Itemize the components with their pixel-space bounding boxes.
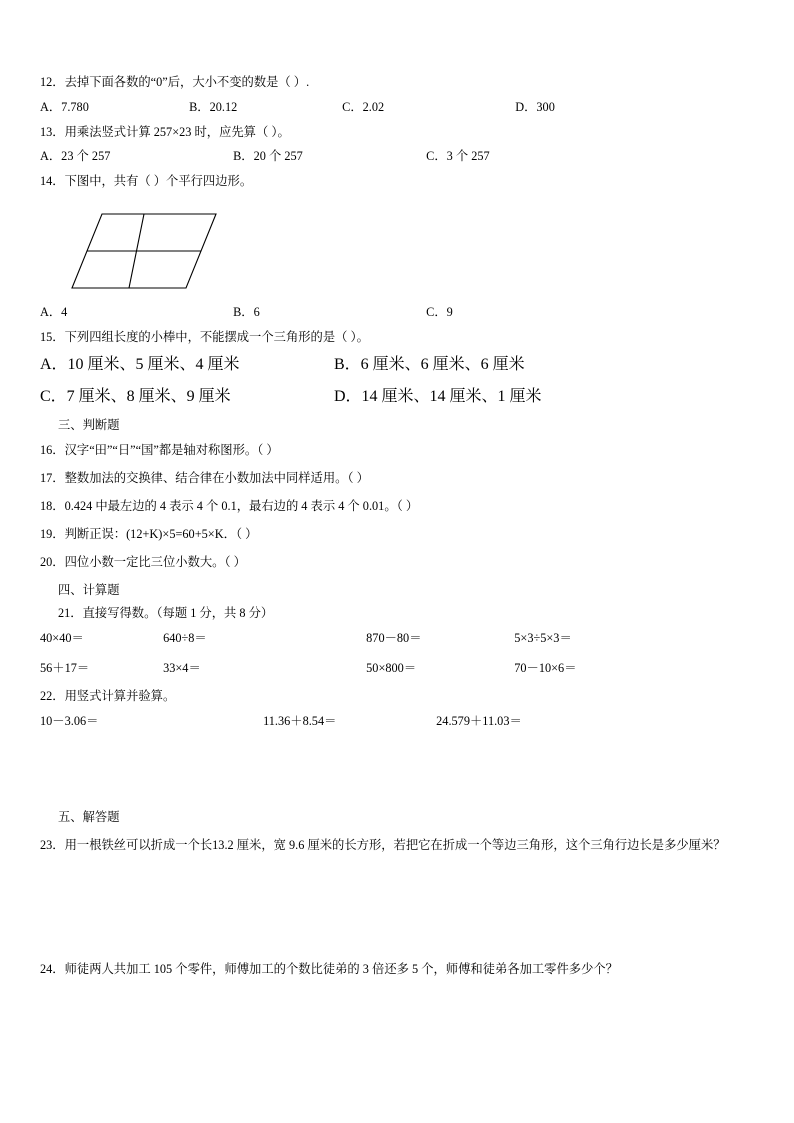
question-12-stem: 12．去掉下面各数的“0”后，大小不变的数是（ ）. — [40, 75, 310, 89]
option-c[interactable]: C．2.02 — [342, 99, 385, 114]
option-a[interactable]: A．4 — [40, 304, 68, 319]
option-b[interactable]: B．6 厘米、6 厘米、6 厘米 — [334, 356, 525, 374]
question-17: 17．整数加法的交换律、结合律在小数加法中同样适用。（ ） — [40, 471, 369, 486]
question-15-stem: 15．下列四组长度的小棒中，不能摆成一个三角形的是（ ）。 — [40, 329, 369, 344]
question-20: 20．四位小数一定比三位小数大。（ ） — [40, 555, 246, 570]
option-c[interactable]: C．7 厘米、8 厘米、9 厘米 — [40, 388, 231, 406]
options-row-1 — [40, 351, 754, 374]
question-21-stem: 21．直接写得数。（每题 1 分，共 8 分） — [58, 606, 274, 621]
parallelogram-figure — [44, 196, 754, 300]
section-heading-4: 四、计算题 — [58, 583, 120, 598]
calc-item: 870－80＝ — [366, 630, 422, 645]
calc-item: 640÷8＝ — [163, 630, 207, 645]
question-22-stem: 22．用竖式计算并验算。 — [40, 688, 176, 703]
question-13-options — [40, 146, 754, 164]
answer-space-23-b — [40, 920, 754, 956]
question-21-row-1 — [40, 628, 754, 646]
calc-item: 5×3÷5×3＝ — [514, 630, 572, 645]
answer-space-22 — [40, 741, 754, 803]
option-d[interactable]: D．14 厘米、14 厘米、1 厘米 — [334, 388, 542, 406]
option-c[interactable]: C．3 个 257 — [426, 149, 490, 164]
option-b[interactable]: B．6 — [233, 304, 260, 319]
option-b[interactable]: B．20 个 257 — [233, 149, 303, 164]
option-a[interactable]: A．23 个 257 — [40, 149, 111, 164]
option-a[interactable]: A．7.780 — [40, 99, 89, 114]
question-16: 16．汉字“田”“日”“国”都是轴对称图形。（ ） — [40, 443, 279, 458]
question-12-options — [40, 97, 754, 115]
option-d[interactable]: D．300 — [515, 99, 555, 114]
calc-item: 10－3.06＝ — [40, 713, 99, 728]
answer-space-23 — [40, 858, 754, 920]
calc-item: 24.579＋11.03＝ — [436, 713, 522, 728]
question-24: 24．师徒两人共加工 105 个零件，师傅加工的个数比徒弟的 3 倍还多 5 个，师傅和徒弟各加工零件多少个？ — [40, 962, 618, 976]
question-14-options — [40, 302, 754, 320]
calc-item: 50×800＝ — [366, 660, 417, 675]
question-22-row-1 — [40, 711, 754, 729]
option-a[interactable]: A．10 厘米、5 厘米、4 厘米 — [40, 356, 240, 374]
calc-item: 70－10×6＝ — [514, 660, 577, 675]
question-14-stem: 14．下图中，共有（ ）个平行四边形。 — [40, 174, 253, 189]
section-heading-3: 三、判断题 — [58, 418, 120, 433]
question-21-row-2 — [40, 658, 754, 676]
option-c[interactable]: C．9 — [426, 304, 453, 319]
parallelogram-divided-icon — [44, 196, 224, 296]
question-18: 18．0.424 中最左边的 4 表示 4 个 0.1，最右边的 4 表示 4 个 0.01。（ ） — [40, 499, 419, 514]
option-b[interactable]: B．20.12 — [189, 99, 238, 114]
exam-content — [40, 74, 754, 982]
options-row-2 — [40, 383, 754, 406]
question-13-stem: 13．用乘法竖式计算 257×23 时，应先算（ ）。 — [40, 124, 290, 139]
question-23: 23．用一根铁丝可以折成一个长13.2 厘米，宽 9.6 厘米的长方形，若把它在折成一个等边三角形，这个三角行边长是多少厘米？ — [40, 837, 726, 852]
calc-item: 56＋17＝ — [40, 660, 90, 675]
section-heading-5: 五、解答题 — [58, 809, 120, 824]
calc-item: 11.36＋8.54＝ — [263, 713, 337, 728]
question-15-options — [40, 351, 754, 406]
calc-item: 33×4＝ — [163, 660, 201, 675]
calc-item: 40×40＝ — [40, 630, 84, 645]
question-19: 19．判断正误：(12+K)×5=60+5×K．（ ） — [40, 527, 258, 542]
